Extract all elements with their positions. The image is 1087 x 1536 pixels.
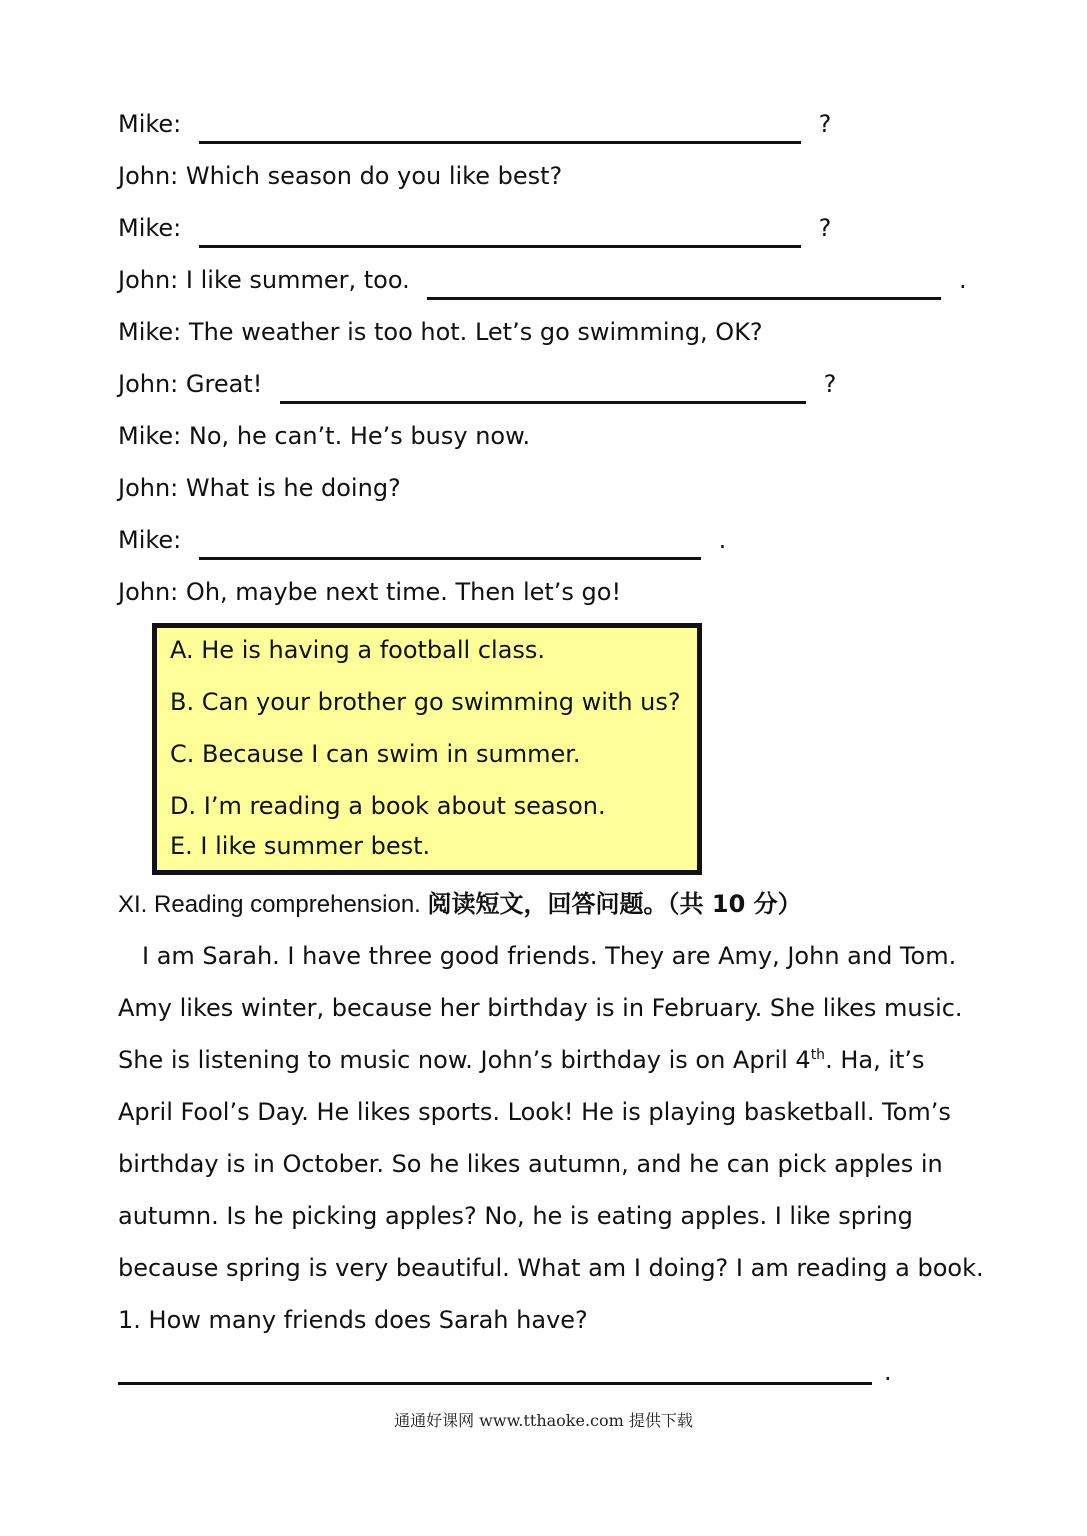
dialogue-line-4 xyxy=(118,260,967,300)
dialogue-text: No, he can’t. He’s busy now. xyxy=(188,422,531,450)
passage-text: . Ha, it’s xyxy=(825,1046,925,1074)
line-end: ? xyxy=(818,110,832,138)
dialogue-line-6 xyxy=(118,364,836,404)
line-end: . xyxy=(718,526,727,554)
speaker: John: xyxy=(118,370,179,398)
line-end: ? xyxy=(818,214,832,242)
speaker: John: xyxy=(118,474,179,502)
dialogue-text: Oh, maybe next time. Then let’s go! xyxy=(185,578,622,606)
dialogue-line-10 xyxy=(118,572,621,612)
section-title-cn: 阅读短文，回答问题。（共 10 分） xyxy=(427,890,802,918)
option-e: E. I like summer best. xyxy=(170,832,431,860)
section-title-en: Reading comprehension. xyxy=(154,891,421,918)
speaker: John: xyxy=(118,578,179,606)
passage-line-4: April Fool’s Day. He likes sports. Look! He is playing basketball. Tom’s xyxy=(118,1098,951,1126)
speaker: Mike: xyxy=(118,422,182,450)
option-a: A. He is having a football class. xyxy=(170,636,546,664)
dialogue-text: Which season do you like best? xyxy=(185,162,563,190)
footer: 通通好课网 www.tthaoke.com 提供下载 xyxy=(394,1411,693,1430)
dialogue-line-1 xyxy=(118,104,831,144)
answer-blank-2[interactable] xyxy=(199,215,801,248)
dialogue-line-9 xyxy=(118,520,726,560)
passage-line-7: because spring is very beautiful. What am I doing? I am reading a book. xyxy=(118,1254,984,1282)
passage-line-2: Amy likes winter, because her birthday is in February. She likes music. xyxy=(118,994,963,1022)
passage-text: She is listening to music now. John’s birthday is on April 4 xyxy=(118,1046,811,1074)
speaker: John: xyxy=(118,162,179,190)
dialogue-text: I like summer, too. xyxy=(185,266,410,294)
option-d: D. I’m reading a book about season. xyxy=(170,792,606,820)
dialogue-line-8 xyxy=(118,468,401,508)
answer-blank-4[interactable] xyxy=(280,371,806,404)
dialogue-text: The weather is too hot. Let’s go swimming, OK? xyxy=(188,318,763,346)
question-1: 1. How many friends does Sarah have? xyxy=(118,1306,588,1334)
passage-line-5: birthday is in October. So he likes autumn, and he can pick apples in xyxy=(118,1150,943,1178)
ordinal-suffix: th xyxy=(810,1047,826,1063)
dialogue-text: Great! xyxy=(185,370,263,398)
answer-blank-5[interactable] xyxy=(199,527,701,560)
speaker: John: xyxy=(118,266,179,294)
passage-line-1: I am Sarah. I have three good friends. They are Amy, John and Tom. xyxy=(142,942,957,970)
section-heading xyxy=(118,884,802,924)
section-number: XI. xyxy=(118,891,148,918)
dialogue-line-5 xyxy=(118,312,763,352)
passage-line-3 xyxy=(118,1040,970,1080)
option-c: C. Because I can swim in summer. xyxy=(170,740,581,768)
option-b: B. Can your brother go swimming with us? xyxy=(170,688,681,716)
speaker: Mike: xyxy=(118,214,182,242)
answer-blank-1[interactable] xyxy=(199,111,801,144)
dialogue-line-3 xyxy=(118,208,831,248)
speaker: Mike: xyxy=(118,526,182,554)
passage-line-6: autumn. Is he picking apples? No, he is eating apples. I like spring xyxy=(118,1202,913,1230)
answer-end: . xyxy=(884,1358,892,1386)
dialogue-line-7 xyxy=(118,416,530,456)
options-box xyxy=(152,623,702,875)
line-end: . xyxy=(959,266,967,294)
line-end: ? xyxy=(823,370,837,398)
dialogue-line-2 xyxy=(118,156,562,196)
answer-line[interactable] xyxy=(118,1382,872,1385)
dialogue-text: What is he doing? xyxy=(185,474,401,502)
answer-blank-3[interactable] xyxy=(427,267,941,300)
speaker: Mike: xyxy=(118,318,182,346)
speaker: Mike: xyxy=(118,110,182,138)
